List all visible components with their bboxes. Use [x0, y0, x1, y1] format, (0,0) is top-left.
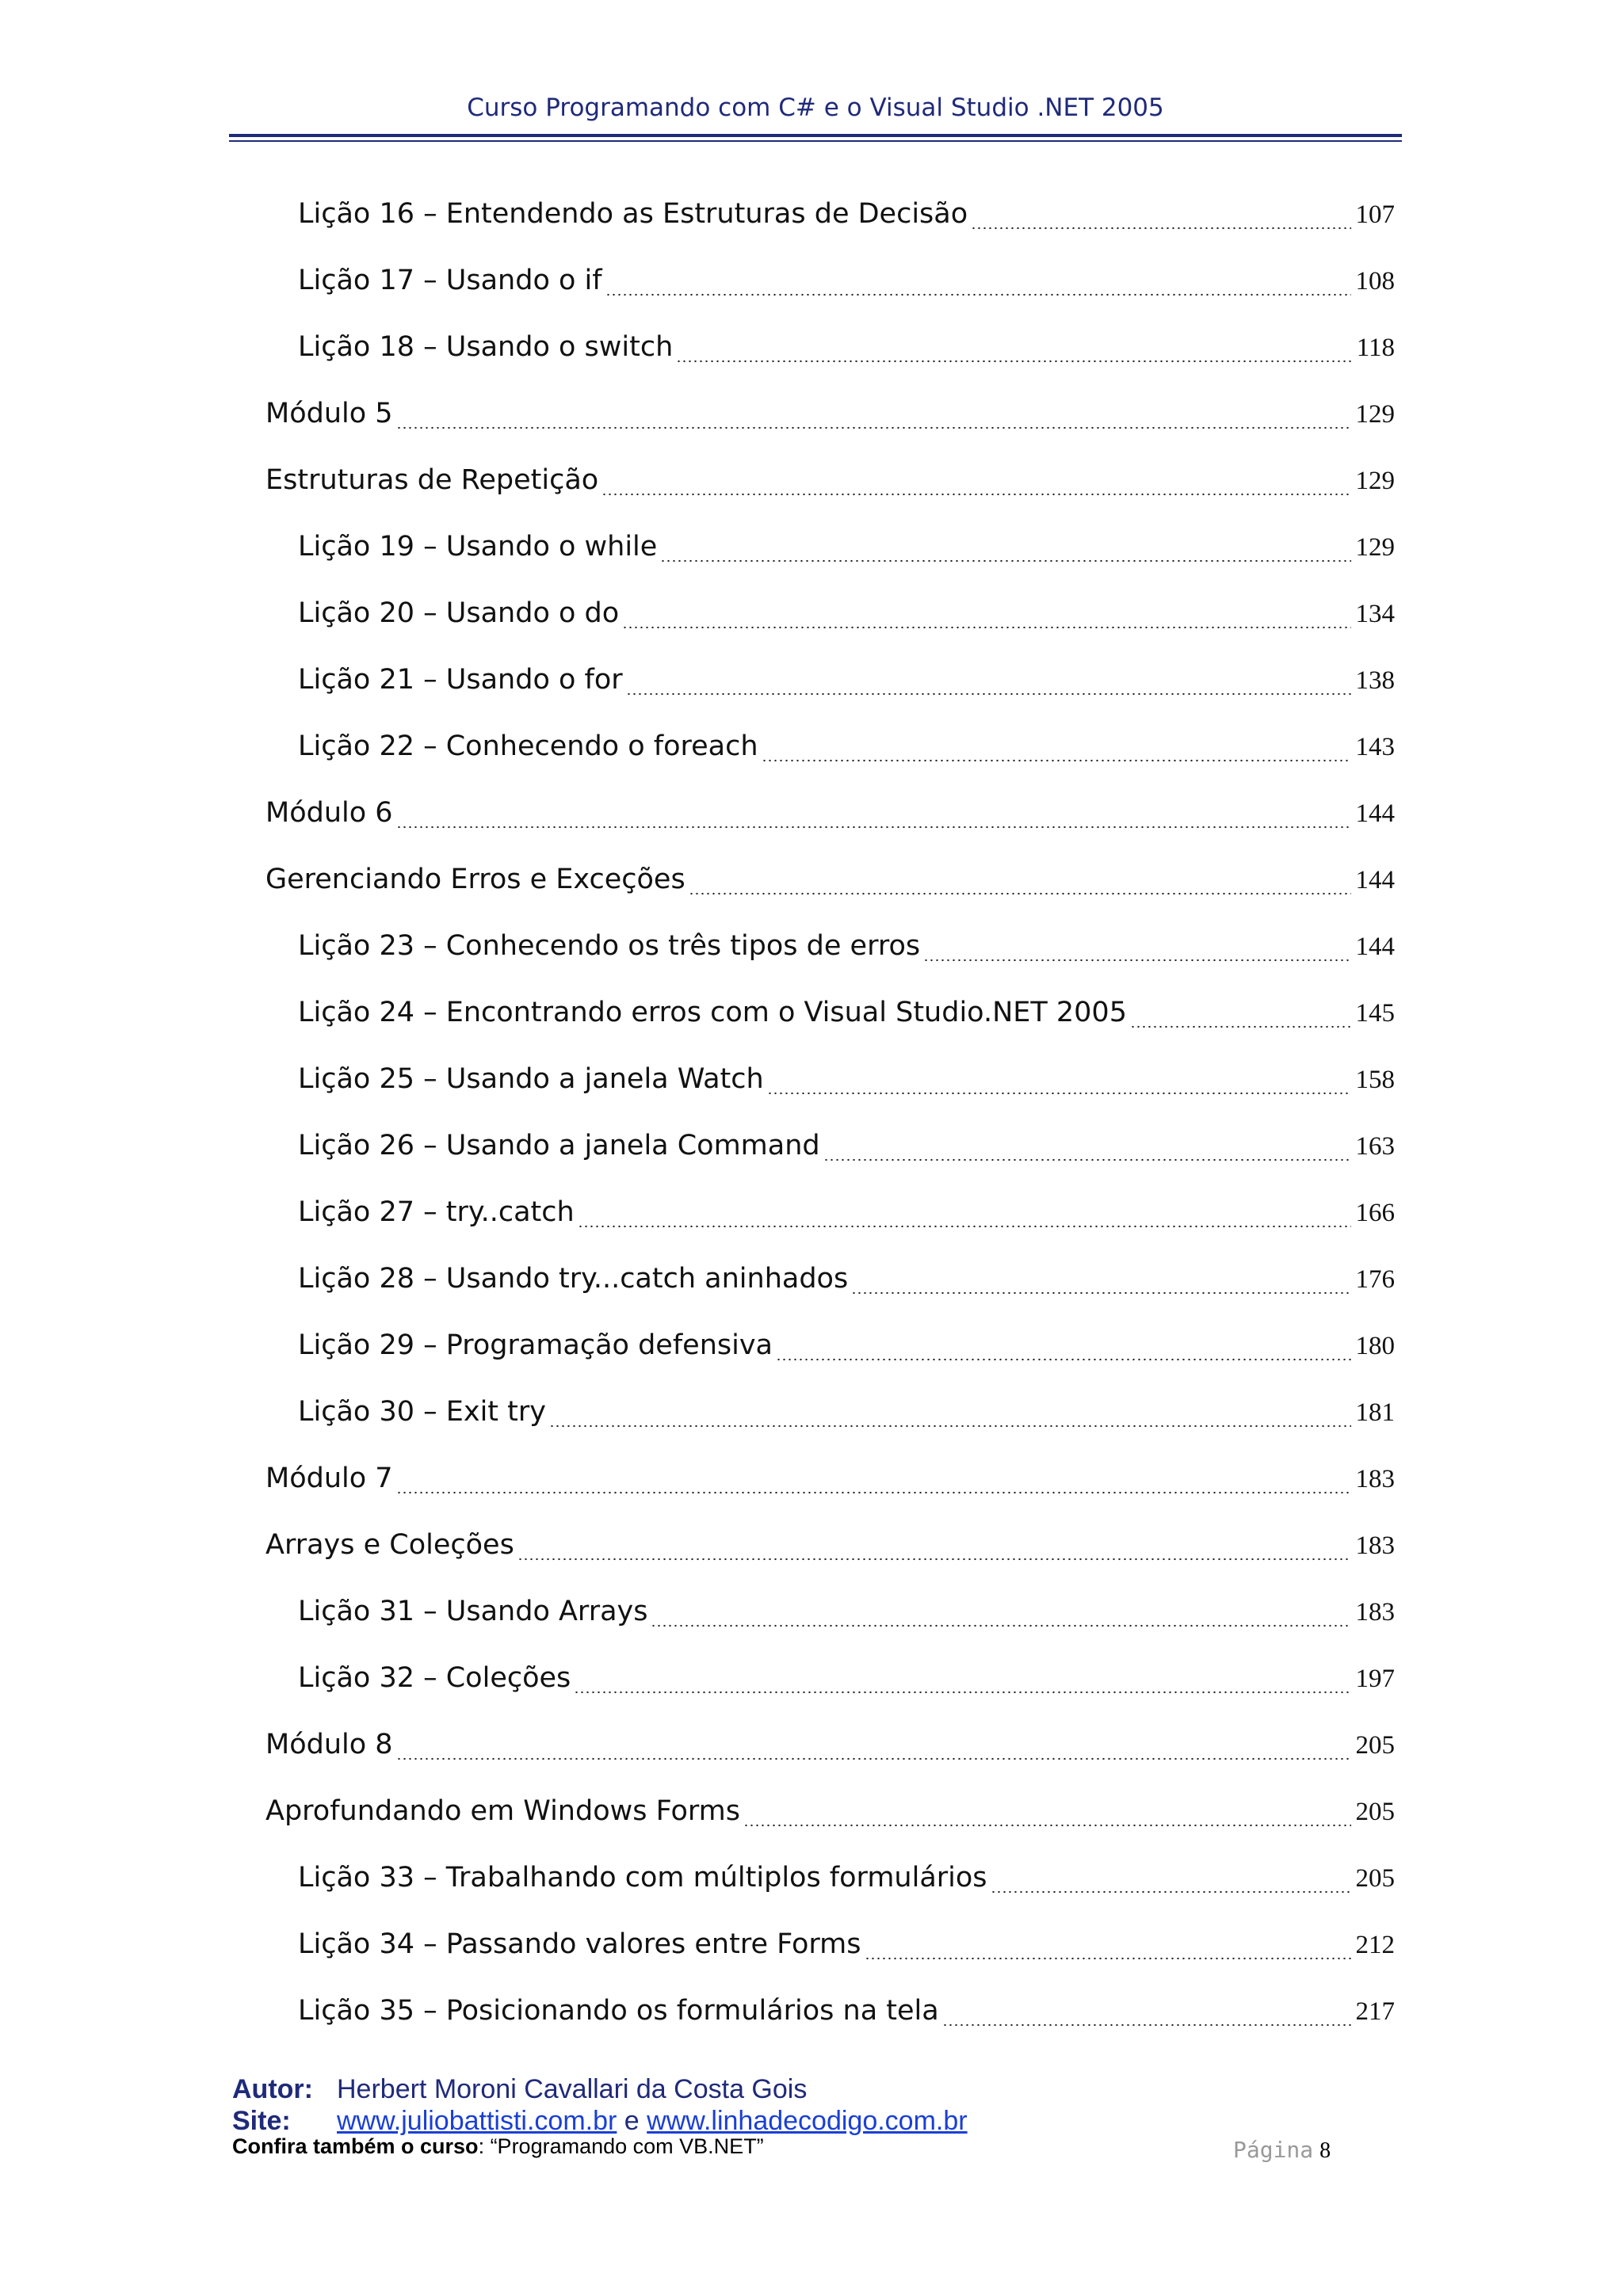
toc-entry-lesson[interactable]	[298, 1329, 1395, 1369]
toc-entry-title: Lição 34 – Passando valores entre Forms	[298, 1928, 861, 1960]
toc-entry-lesson[interactable]	[298, 1596, 1395, 1635]
toc-dot-leader	[651, 1624, 1350, 1627]
toc-dot-leader	[689, 892, 1351, 895]
toc-entry-lesson[interactable]	[298, 1196, 1395, 1236]
page-number	[1233, 2137, 1331, 2164]
toc-entry-page: 107	[1355, 200, 1395, 229]
toc-dot-leader	[923, 959, 1350, 962]
toc-entry-page: 134	[1355, 600, 1395, 628]
site-link-linhadecodigo[interactable]: www.linhadecodigo.com.br	[647, 2106, 968, 2136]
course-note-title: : “Programando com VB.NET”	[478, 2134, 764, 2158]
toc-entry-lesson[interactable]	[298, 930, 1395, 970]
toc-entry-page: 212	[1355, 1931, 1395, 1959]
toc-entry-page: 205	[1355, 1731, 1395, 1760]
toc-dot-leader	[776, 1358, 1351, 1361]
toc-entry-title: Lição 35 – Posicionando os formulários na tela	[298, 1995, 939, 2027]
toc-dot-leader	[578, 1225, 1351, 1228]
site-separator: e	[617, 2106, 647, 2136]
toc-entry-lesson[interactable]	[298, 730, 1395, 770]
toc-entry-lesson[interactable]	[298, 1995, 1395, 2035]
toc-entry-page: 129	[1355, 467, 1395, 495]
toc-dot-leader	[396, 1491, 1351, 1494]
toc-dot-leader	[865, 1957, 1351, 1960]
toc-entry-page: 180	[1355, 1332, 1395, 1360]
toc-entry-title: Lição 32 – Coleções	[298, 1662, 571, 1694]
toc-dot-leader	[991, 1890, 1351, 1894]
toc-entry-page: 217	[1355, 1997, 1395, 2026]
toc-entry-title: Módulo 7	[265, 1463, 393, 1494]
header-rule-thick	[229, 134, 1402, 137]
toc-entry-page: 205	[1355, 1864, 1395, 1893]
toc-entry-title: Lição 27 – try..catch	[298, 1196, 575, 1228]
toc-dot-leader	[396, 826, 1351, 829]
page-label: Página	[1233, 2137, 1314, 2163]
toc-entry-page: 138	[1355, 666, 1395, 695]
toc-entry-section[interactable]	[265, 398, 1395, 437]
author-name: Herbert Moroni Cavallari da Costa Gois	[337, 2074, 808, 2104]
toc-entry-title: Lição 33 – Trabalhando com múltiplos formulários	[298, 1862, 987, 1894]
toc-entry-page: 144	[1355, 866, 1395, 894]
page-number-value: 8	[1319, 2138, 1331, 2163]
toc-entry-section[interactable]	[265, 797, 1395, 837]
author-label: Autor:	[232, 2074, 313, 2104]
site-links	[337, 2106, 968, 2137]
toc-entry-lesson[interactable]	[298, 664, 1395, 704]
toc-entry-page: 129	[1355, 400, 1395, 429]
site-link-juliobattisti[interactable]: www.juliobattisti.com.br	[337, 2106, 617, 2136]
toc-entry-title: Gerenciando Erros e Exceções	[265, 864, 685, 895]
toc-dot-leader	[942, 2023, 1351, 2027]
toc-entry-lesson[interactable]	[298, 1063, 1395, 1103]
toc-dot-leader	[676, 360, 1351, 363]
toc-entry-title: Lição 16 – Entendendo as Estruturas de Decisão	[298, 198, 968, 230]
toc-entry-title: Lição 20 – Usando o do	[298, 597, 620, 629]
toc-dot-leader	[971, 227, 1350, 230]
header-rule-thin	[229, 140, 1402, 142]
toc-entry-lesson[interactable]	[298, 331, 1395, 371]
toc-entry-page: 183	[1355, 1465, 1395, 1493]
toc-entry-page: 163	[1355, 1132, 1395, 1161]
toc-entry-title: Aprofundando em Windows Forms	[265, 1795, 740, 1827]
toc-entry-section[interactable]	[265, 864, 1395, 903]
toc-entry-section[interactable]	[265, 1463, 1395, 1502]
toc-entry-lesson[interactable]	[298, 1396, 1395, 1436]
toc-dot-leader	[601, 493, 1350, 496]
toc-entry-lesson[interactable]	[298, 1263, 1395, 1302]
toc-entry-lesson[interactable]	[298, 597, 1395, 637]
toc-entry-title: Módulo 8	[265, 1729, 393, 1760]
toc-dot-leader	[605, 293, 1351, 296]
toc-entry-title: Lição 30 – Exit try	[298, 1396, 546, 1428]
toc-entry-page: 143	[1355, 733, 1395, 761]
toc-entry-title: Lição 29 – Programação defensiva	[298, 1329, 773, 1361]
toc-entry-page: 183	[1355, 1531, 1395, 1560]
toc-entry-page: 144	[1355, 799, 1395, 828]
toc-entry-title: Lição 18 – Usando o switch	[298, 331, 674, 363]
toc-entry-title: Lição 17 – Usando o if	[298, 265, 602, 296]
toc-entry-section[interactable]	[265, 1529, 1395, 1569]
toc-entry-title: Lição 19 – Usando o while	[298, 531, 658, 563]
toc-entry-lesson[interactable]	[298, 1662, 1395, 1702]
toc-entry-lesson[interactable]	[298, 997, 1395, 1036]
toc-entry-section[interactable]	[265, 464, 1395, 504]
toc-entry-page: 181	[1355, 1398, 1395, 1427]
toc-dot-leader	[574, 1691, 1350, 1694]
toc-dot-leader	[396, 426, 1351, 429]
toc-entry-page: 158	[1355, 1066, 1395, 1094]
toc-entry-title: Estruturas de Repetição	[265, 464, 599, 496]
toc-entry-title: Lição 22 – Conhecendo o foreach	[298, 730, 758, 762]
toc-dot-leader	[660, 559, 1350, 563]
toc-entry-title: Lição 21 – Usando o for	[298, 664, 623, 696]
toc-entry-title: Lição 24 – Encontrando erros com o Visual Studio.NET 2005	[298, 997, 1127, 1028]
toc-entry-page: 197	[1355, 1665, 1395, 1693]
toc-entry-page: 176	[1355, 1265, 1395, 1294]
toc-entry-lesson[interactable]	[298, 1862, 1395, 1901]
toc-dot-leader	[626, 692, 1351, 696]
toc-entry-title: Lição 25 – Usando a janela Watch	[298, 1063, 764, 1095]
toc-entry-title: Lição 23 – Conhecendo os três tipos de erros	[298, 930, 921, 962]
toc-dot-leader	[767, 1092, 1351, 1095]
toc-dot-leader	[549, 1425, 1351, 1428]
toc-entry-page: 145	[1355, 999, 1395, 1028]
toc-entry-section[interactable]	[265, 1795, 1395, 1835]
toc-entry-title: Arrays e Coleções	[265, 1529, 514, 1561]
running-header: Curso Programando com C# e o Visual Studio .NET 2005	[467, 93, 1164, 122]
course-note-label: Confira também o curso	[232, 2134, 479, 2158]
toc-entry-page: 144	[1355, 933, 1395, 961]
toc-dot-leader	[743, 1824, 1351, 1827]
toc-entry-lesson[interactable]	[298, 531, 1395, 570]
toc-entry-page: 118	[1356, 334, 1395, 362]
toc-dot-leader	[823, 1158, 1351, 1161]
toc-entry-lesson[interactable]	[298, 1130, 1395, 1169]
site-label: Site:	[232, 2106, 291, 2136]
toc-entry-title: Lição 26 – Usando a janela Command	[298, 1130, 820, 1161]
toc-entry-lesson[interactable]	[298, 265, 1395, 304]
toc-entry-page: 183	[1355, 1598, 1395, 1627]
toc-dot-leader	[851, 1291, 1350, 1295]
toc-dot-leader	[762, 759, 1351, 762]
toc-entry-title: Módulo 6	[265, 797, 393, 829]
toc-dot-leader	[396, 1757, 1351, 1760]
toc-entry-section[interactable]	[265, 1729, 1395, 1768]
toc-entry-title: Lição 31 – Usando Arrays	[298, 1596, 648, 1627]
toc-dot-leader	[1130, 1025, 1351, 1028]
toc-entry-page: 108	[1355, 267, 1395, 296]
toc-entry-page: 129	[1355, 533, 1395, 562]
course-note	[232, 2134, 764, 2159]
toc-entry-title: Lição 28 – Usando try...catch aninhados	[298, 1263, 849, 1295]
toc-dot-leader	[622, 626, 1350, 629]
toc-entry-title: Módulo 5	[265, 398, 393, 429]
toc-entry-lesson[interactable]	[298, 198, 1395, 238]
toc-entry-page: 166	[1355, 1199, 1395, 1227]
toc-dot-leader	[517, 1558, 1351, 1561]
toc-entry-lesson[interactable]	[298, 1928, 1395, 1968]
toc-entry-page: 205	[1355, 1798, 1395, 1826]
